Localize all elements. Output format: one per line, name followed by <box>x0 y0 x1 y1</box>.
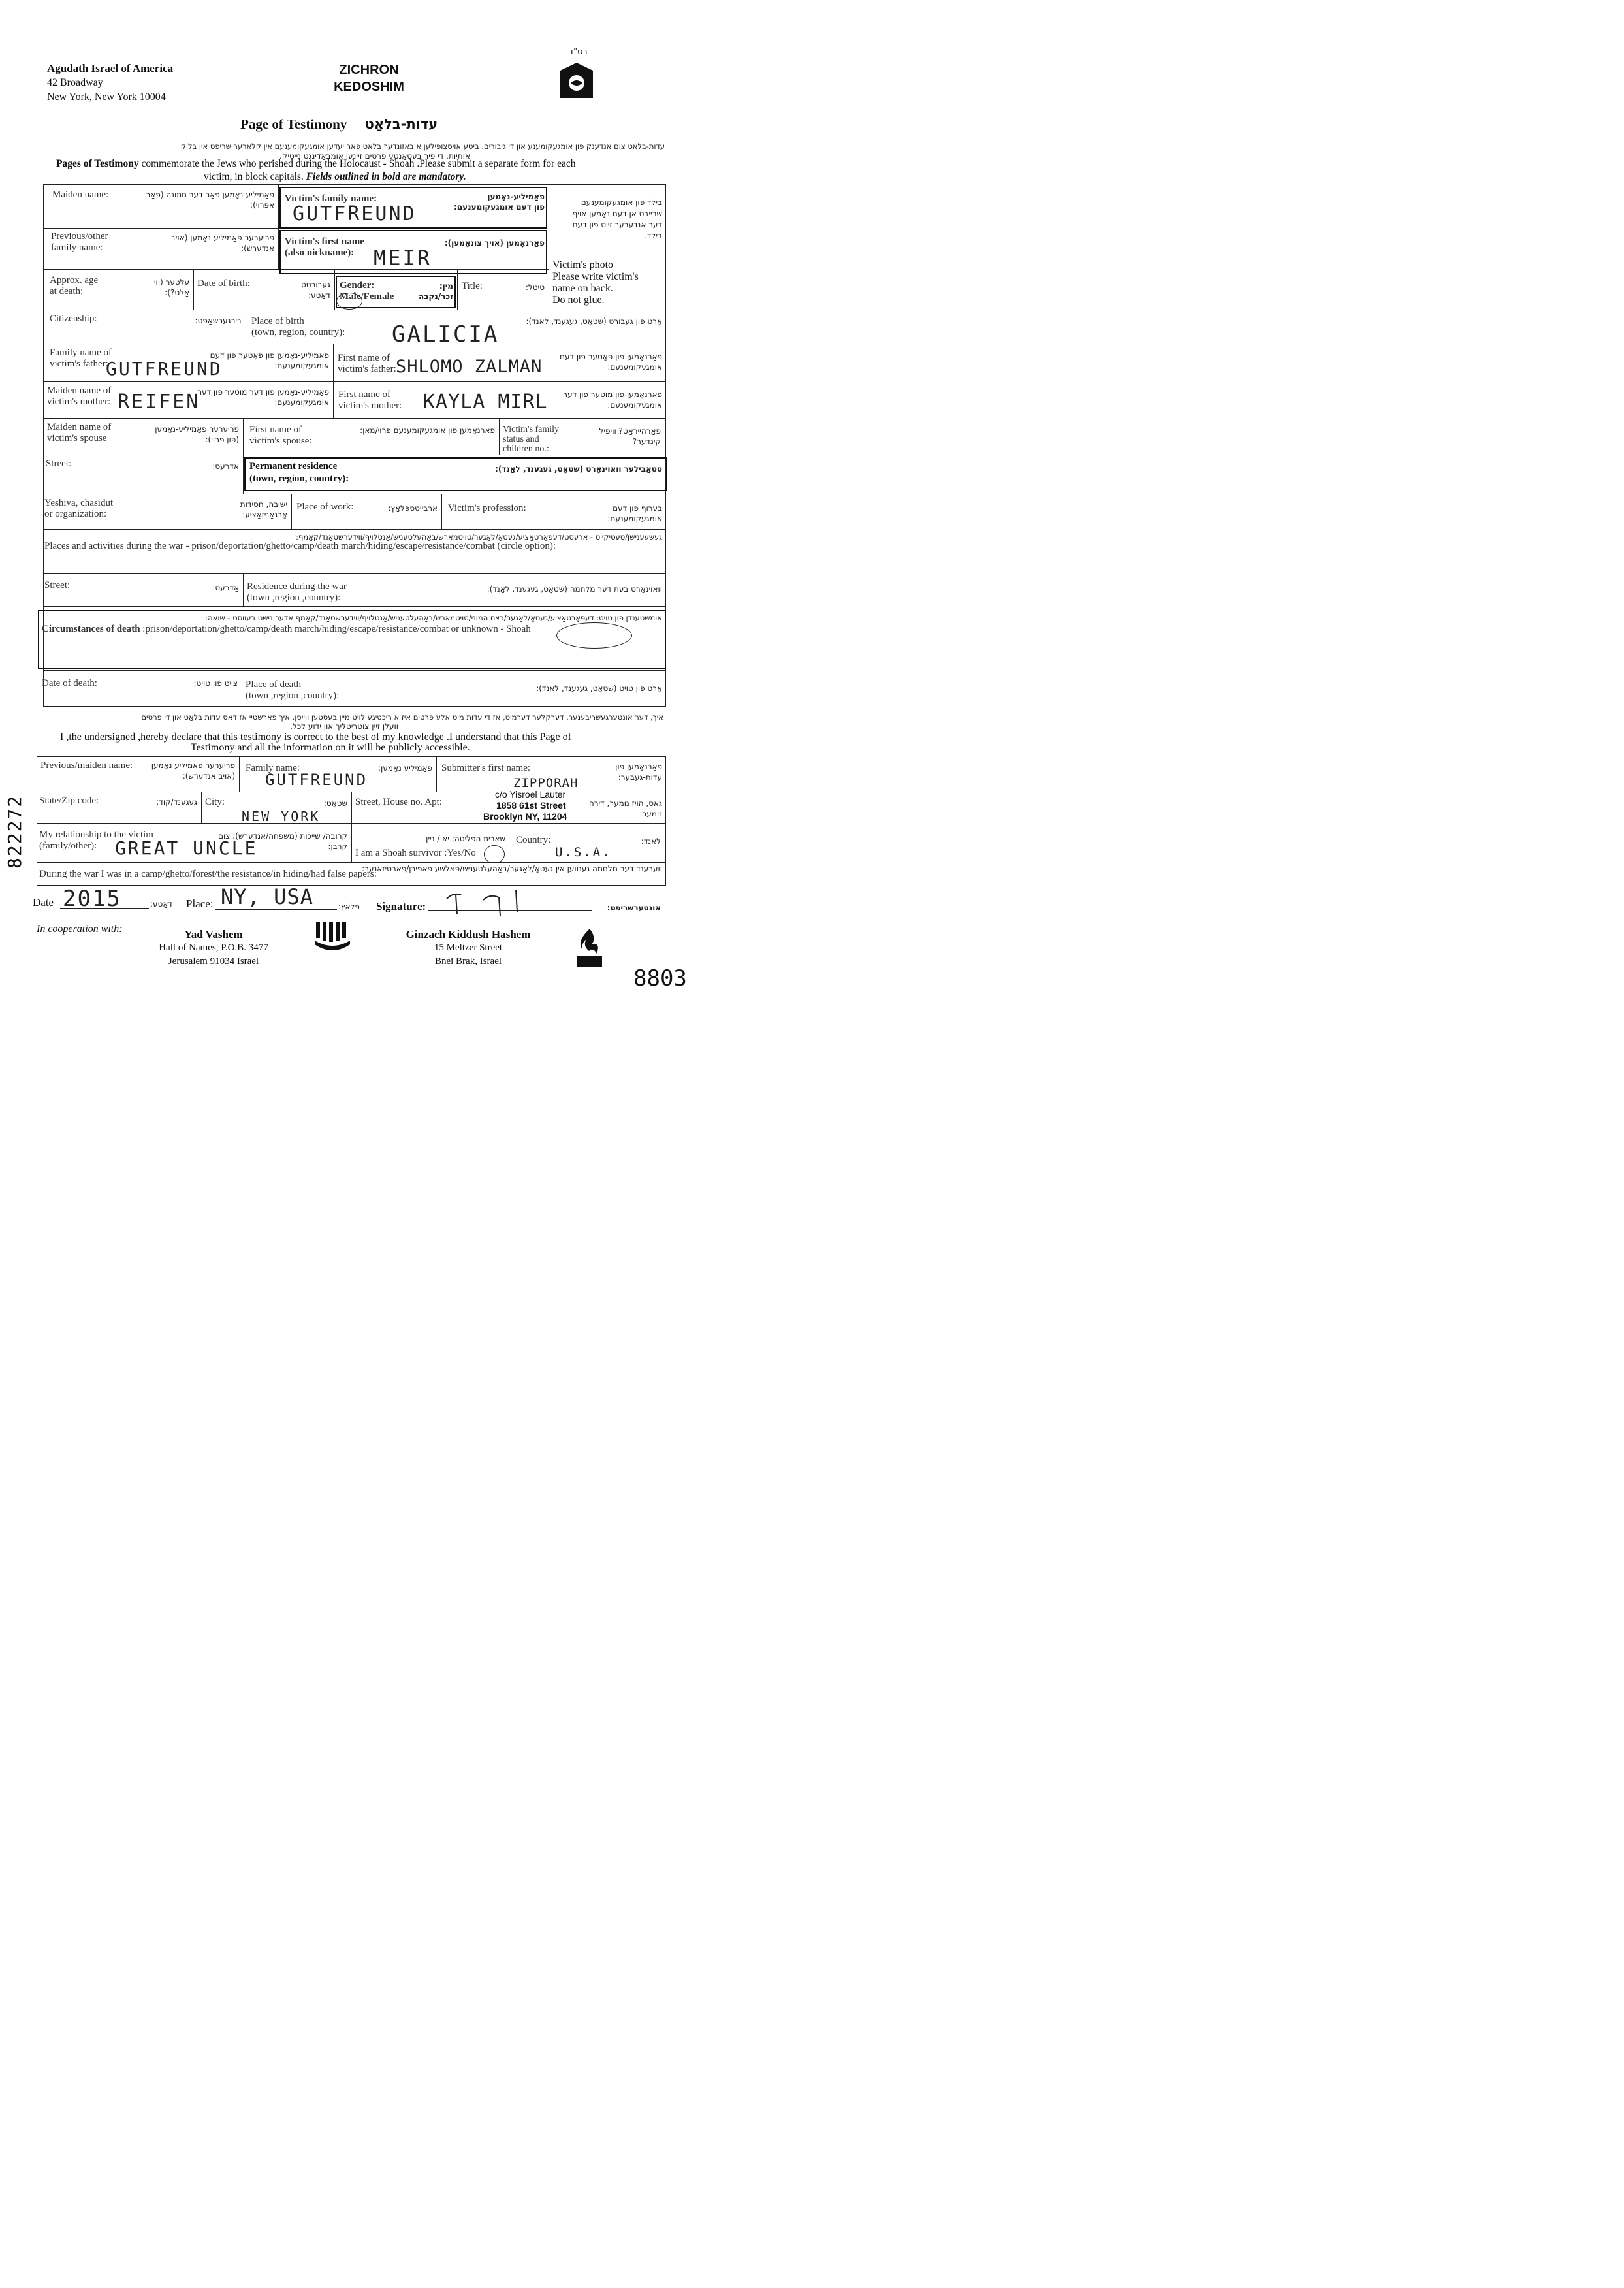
mother-first-label <box>338 389 402 411</box>
cooperation-label: In cooperation with: <box>37 924 123 935</box>
city-label: City: <box>205 797 225 807</box>
signature-label: Signature: <box>376 900 426 912</box>
circumstances-bold: Circumstances of death <box>42 624 140 634</box>
rule <box>43 381 666 382</box>
spouse-first-en-2: victim's spouse: <box>249 436 312 446</box>
maiden-name-label-he: פאַמיליע-נאָמען פאַר דער חתונה (פאַר אפּרוי): <box>146 190 274 210</box>
victim-first-name-label-he: פאַרנאָמען (אויך צונאָמען): <box>444 238 545 248</box>
relationship-en-1: My relationship to the victim <box>39 830 153 840</box>
date-label: Date <box>33 896 54 909</box>
sub-prev-name-label: Previous/maiden name: <box>40 760 133 771</box>
yad-vashem-logo-icon <box>312 921 353 959</box>
survivor-no-circle <box>484 845 505 863</box>
rule <box>193 269 194 310</box>
survivor-label: I am a Shoah survivor :Yes/No <box>355 848 476 858</box>
yeshiva-label <box>44 498 113 520</box>
gender-label-he: מין: זכר/נקבה <box>418 282 453 301</box>
street-label: Street: <box>46 459 72 469</box>
ginzach-address-1: 15 Meltzer Street <box>434 943 503 953</box>
photo-instructions-en <box>552 259 639 306</box>
unknown-shoah-circle <box>556 622 632 649</box>
sub-first-name-label: Submitter's first name: <box>441 763 531 773</box>
photo-he-1: בילד פון אומגעקומענעם <box>581 198 662 207</box>
place-of-birth-label-he: אָרט פון געבורט (שטאָט, געגענד, לאַנד): <box>526 317 662 326</box>
spouse-maiden-label-he: פריערער פאַמיליע-נאָמען (פון פרוי): <box>155 425 239 444</box>
victim-family-name-value[interactable]: GUTFREUND <box>293 202 417 225</box>
circumstances-label <box>42 624 531 635</box>
sub-first-name-value[interactable]: ZIPPORAH <box>513 776 579 790</box>
country-value[interactable]: U.S.A. <box>555 845 612 860</box>
gender-en-2: Male/Female <box>340 291 394 302</box>
work-label: Place of work: <box>296 502 354 512</box>
photo-he-4: בילד. <box>645 231 662 240</box>
spouse-maiden-label <box>47 422 111 444</box>
rule <box>43 529 666 530</box>
title-label-he: טיטל: <box>525 283 545 292</box>
rule <box>499 418 500 455</box>
yad-vashem-block <box>153 927 274 969</box>
photo-en-2: Please write victim's <box>552 271 639 282</box>
page-title-he: עדות-בלאַט <box>364 116 438 132</box>
date-value[interactable]: 2015 <box>63 886 121 912</box>
rule <box>436 756 437 792</box>
sub-street-label: Street, House no. Apt: <box>355 797 442 807</box>
stamp-line-1: c/o Yisroel Lauter <box>495 789 566 799</box>
residence-war-label-he: וואוינאָרט בעת דער מלחמה (שטאָט, געגענד, לאַנד): <box>486 585 662 594</box>
heading-line-1: ZICHRON <box>339 63 399 77</box>
relationship-label-he: קרובה/ שייכות (משפחה/אנדערש): צום קרבן: <box>218 831 347 851</box>
father-family-en-2: victim's father: <box>50 359 108 369</box>
city-value[interactable]: NEW YORK <box>242 809 321 824</box>
photo-he-3: דער אנדערער זייט פון דעם <box>572 220 662 229</box>
page-title <box>240 116 438 133</box>
profession-label: Victim's profession: <box>448 503 526 513</box>
father-first-value[interactable]: SHLOMO ZALMAN <box>396 357 543 377</box>
rule <box>334 269 335 310</box>
yad-vashem-address-2: Jerusalem 91034 Israel <box>168 956 259 967</box>
rule <box>351 792 352 823</box>
country-label-he: לאַנד: <box>641 837 661 846</box>
photo-en-3: name on back. <box>552 283 613 294</box>
dob-label-he: געבורטס- דאַטע: <box>298 280 330 300</box>
place-label: Place: <box>186 897 214 910</box>
relationship-en-2: (family/other): <box>39 841 97 851</box>
intro-en-text-1: commemorate the Jews who perished during the Holocaust - Shoah .Please submit a separate form for each <box>138 158 576 169</box>
father-first-en-1: First name of <box>338 353 390 363</box>
photo-instructions-he <box>552 197 662 242</box>
place-line <box>215 909 337 910</box>
rule <box>291 494 292 529</box>
street2-label-he: אַדרעס: <box>212 583 239 592</box>
age-label-he: עלטער (ווי אַלט?): <box>153 278 189 297</box>
sub-family-name-label-he: פאַמיליע נאָמען: <box>378 764 432 773</box>
work-label-he: ארבייטספּלאַץ: <box>388 504 438 513</box>
victim-family-name-label-he <box>424 191 545 212</box>
page-title-en: Page of Testimony <box>240 116 347 132</box>
yad-vashem-name: Yad Vashem <box>184 928 243 941</box>
victim-family-name-he-1: פאַמיליע-נאָמען <box>487 192 545 201</box>
spouse-maiden-en-2: victim's spouse <box>47 433 107 443</box>
rule <box>351 823 352 862</box>
father-family-label <box>50 347 112 370</box>
yad-vashem-address-1: Hall of Names, P.O.B. 3477 <box>159 943 268 953</box>
margin-number: 822272 <box>4 794 25 869</box>
survivor-label-he: שארית הפליטה: יא / ניין <box>426 834 505 843</box>
mother-maiden-label-he: פאַמיליע-נאָמען פון דער מוטער פון דער אומגעקומענעם: <box>197 387 329 407</box>
ginzach-address-2: Bnei Brak, Israel <box>434 956 502 967</box>
org-address-1: 42 Broadway <box>47 77 103 88</box>
org-block <box>47 61 173 105</box>
victim-family-name-label: Victim's family name: <box>285 193 377 204</box>
org-logo-icon <box>559 61 594 103</box>
mother-maiden-en-2: victim's mother: <box>47 396 111 407</box>
maiden-name-label: Maiden name: <box>52 189 109 200</box>
rule <box>333 344 334 418</box>
intro-en-2 <box>204 171 466 183</box>
rule <box>278 184 279 269</box>
spouse-maiden-en-1: Maiden name of <box>47 422 112 432</box>
places-war-label: Places and activities during the war - prison/deportation/ghetto/camp/death march/hiding/escape/resistance/combat (circle option): <box>44 541 556 551</box>
date-death-label: Date of death: <box>42 678 97 688</box>
rule <box>243 573 244 606</box>
place-value[interactable]: NY, USA <box>221 884 313 909</box>
during-war-label: During the war I was in a camp/ghetto/forest/the resistance/in hiding/had false papers: <box>39 869 377 879</box>
rule <box>201 792 202 823</box>
address-stamp[interactable] <box>483 789 567 822</box>
ginzach-logo-icon <box>575 927 605 973</box>
rule <box>457 269 458 310</box>
family-status-label <box>503 425 559 454</box>
father-family-en-1: Family name of <box>50 347 112 358</box>
residence-en-2: (town, region, country): <box>249 474 349 484</box>
mother-first-label-he: פאַרנאָמען פון מוטער פון דער אומגעקומענעם: <box>563 390 662 410</box>
sub-family-name-label: Family name: <box>246 763 300 773</box>
rule <box>239 756 240 792</box>
gender-male-circle <box>336 293 362 310</box>
age-en-1: Approx. age <box>50 275 99 285</box>
relationship-value[interactable]: GREAT UNCLE <box>115 837 258 859</box>
mother-maiden-value[interactable]: REIFEN <box>118 391 200 413</box>
photo-he-2: שרייבט אן דעם נאָמען אויף <box>572 209 662 218</box>
citizenship-label: Citizenship: <box>50 314 97 324</box>
residence-war-label <box>247 581 347 604</box>
mother-maiden-en-1: Maiden name of <box>47 385 112 396</box>
father-first-label <box>338 353 396 375</box>
during-war-label-he: ווערענד דער מלחמה גענווען אין געטאָ/לאַגער/באַהעלטעניש/פאלשע פאפירן/פארטיזאנער: <box>362 864 662 873</box>
intro-en-1 <box>56 158 575 170</box>
yeshiva-label-he: ישיבה, חסידות אָרגאַניזאַציע: <box>240 500 287 519</box>
residence-en-1: Permanent residence <box>249 461 338 472</box>
place-of-birth-label <box>251 316 345 338</box>
family-status-label-he: פאַרהייראַט? וויפיל קינדער? <box>599 427 661 446</box>
place-death-en-2: (town ,region ,country): <box>246 690 340 701</box>
street-label-he: אַדרעס: <box>212 462 239 471</box>
rule <box>43 573 666 574</box>
org-address-2: New York, New York 10004 <box>47 91 166 103</box>
rule <box>37 862 666 863</box>
stamp-line-3: Brooklyn NY, 11204 <box>483 811 567 822</box>
victim-first-name-en-2: (also nickname): <box>285 248 355 258</box>
place-death-label <box>246 679 339 701</box>
residence-war-en-2: (town ,region ,country): <box>247 592 341 603</box>
age-en-2: at death: <box>50 286 84 297</box>
profession-label-he: בערוף פון דעם אומגעקומענעם: <box>607 504 662 523</box>
intro-he-2: אותיות. די פיר בעטאַנטע פרטים זיינען אומבאַדינגט נייטיק. <box>279 152 470 161</box>
residence-label-he: סטאַבילער וואוינאָרט (שטאָט, געגענד, לאַנד): <box>495 464 662 474</box>
title-label: Title: <box>462 281 483 291</box>
places-war-label-he: געשעענישן/טעטיקייט - ארעסט/דעפּאָרטאַציע/געטאָ/לאַגער/טויטמארש/באַהעלטעניש/אַנטלויף/ווידערשטאַנד/קאַמף: <box>296 532 662 541</box>
place-of-birth-value[interactable]: GALICIA <box>392 321 500 347</box>
city-label-he: שטאָט: <box>323 799 347 808</box>
stamp-line-2: 1858 61st Street <box>496 800 566 811</box>
victim-first-name-label <box>285 236 364 259</box>
spouse-first-label <box>249 425 312 447</box>
declaration-he-2: וועלן זיין צוטריטליך און ידוע לכל. <box>290 722 398 731</box>
father-family-value[interactable]: GUTFREUND <box>106 358 223 379</box>
declaration-en-1: I ,the undersigned ,hereby declare that this testimony is correct to the best of my knowledge .I understand that this Page of <box>60 732 571 743</box>
residence-label <box>249 460 349 485</box>
intro-en-bold: Pages of Testimony <box>56 158 139 169</box>
heading-line-2: KEDOSHIM <box>334 80 404 94</box>
state-zip-label-he: געגענד/קוד: <box>156 798 197 807</box>
dob-label: Date of birth: <box>197 278 250 289</box>
residence-war-en-1: Residence during the war <box>247 581 347 592</box>
spouse-first-label-he: פאַרנאָמען פון אומגעקומענעם פרוי/מאַן: <box>360 426 495 435</box>
rule <box>43 606 666 607</box>
street2-label: Street: <box>44 580 71 590</box>
family-status-en-2: status and <box>503 434 539 444</box>
age-label <box>50 275 98 297</box>
victim-family-name-he-2: פון דעם אומגעקומענעם: <box>454 202 545 212</box>
father-family-label-he: פאַמיליע-נאָמען פון פאָטער פון דעם אומגעקומענעם: <box>210 351 329 370</box>
sub-street-label-he: גאַס, הויז נומער, דירה נומער: <box>588 799 662 818</box>
date-death-label-he: צייט פון טויט: <box>193 679 238 688</box>
corner-number: 8803 <box>633 965 687 991</box>
mother-first-en-2: victim's mother: <box>338 400 402 411</box>
date-label-he: דאַטע: <box>150 899 172 909</box>
signature-label-he: אונטערשריפט: <box>607 903 661 912</box>
rule <box>441 494 442 529</box>
yeshiva-en-2: or organization: <box>44 509 107 519</box>
mother-first-en-1: First name of <box>338 389 390 400</box>
family-status-en-1: Victim's family <box>503 425 560 434</box>
sub-first-name-label-he: פאַרנאָמען פון עדות-געבער: <box>615 762 662 782</box>
intro-he-1: עדות-בלאַט צום אנדענק פון אומגעקומענע און די גיבורים. ביטע אויסצופילען א באזונדער בלאַט פאר יעדען אומגעקומענעם אין קלארער שריפט אין בלוק <box>180 142 665 151</box>
bsd-mark: בס"ד <box>568 47 588 57</box>
photo-en-1: Victim's photo <box>552 259 614 270</box>
previous-name-label <box>51 231 108 253</box>
gender-en-1: Gender: <box>340 280 375 291</box>
circumstances-label-he: אומשטענדן פון טויט: דעפּאָרטאַציע/געטאָ/לאַגער/רצח המוני/טויטמארש/באַהעלטעניש/אַנטלויף/ווידערשטאַנד/קאַמף אדער נישט בעווסט - שואה: <box>205 613 662 622</box>
ginzach-block <box>396 927 541 969</box>
place-of-birth-en-2: (town, region, country): <box>251 327 345 338</box>
sub-prev-name-label-he: פריערער פאַמיליע נאָמען (אויב אנדערש): <box>151 761 235 781</box>
intro-en-text-2: victim, in block capitals. <box>204 171 306 182</box>
intro-en-mandatory: Fields outlined in bold are mandatory. <box>306 171 466 182</box>
place-label-he: פּלאַץ: <box>338 902 360 911</box>
country-label: Country: <box>516 835 551 845</box>
declaration-en-2: Testimony and all the information on it will be publicly accessible. <box>191 742 470 753</box>
org-name: Agudath Israel of America <box>47 62 174 74</box>
rule <box>43 418 666 419</box>
citizenship-label-he: בירגערשאַפט: <box>195 316 242 325</box>
declaration-he-1: איך, דער אונטערגעשריבענער, דערקלער דערמיט, אז די עדות מיט אלע פרטים איז א ריכטיגע לויט מיין בעסטען ווייסן. איך פארשטיי אז דאס עדות בלאַט און די פרטים <box>141 713 663 722</box>
yeshiva-en-1: Yeshiva, chasidut <box>44 498 114 508</box>
mother-maiden-label <box>47 385 111 408</box>
rule <box>243 418 244 455</box>
rule <box>243 455 244 494</box>
spouse-first-en-1: First name of <box>249 425 302 435</box>
place-of-birth-en-1: Place of birth <box>251 316 304 327</box>
rule <box>43 670 666 671</box>
place-death-label-he: אָרט פון טויט (שטאָט, געגענד, לאַנד): <box>536 684 662 693</box>
state-zip-label: State/Zip code: <box>39 796 99 806</box>
victim-first-name-en-1: Victim's first name <box>285 236 364 247</box>
family-status-en-3: children no.: <box>503 444 549 454</box>
ginzach-name: Ginzach Kiddush Hashem <box>406 928 531 941</box>
father-first-en-2: victim's father: <box>338 364 396 374</box>
mother-first-value[interactable]: KAYLA MIRL <box>423 391 548 413</box>
victim-first-name-value[interactable]: MEIR <box>374 246 432 270</box>
circumstances-options: :prison/deportation/ghetto/camp/death march/hiding/escape/resistance/combat or unknown - Shoah <box>140 624 531 634</box>
previous-name-en-1: Previous/other <box>51 231 108 242</box>
sub-family-name-value[interactable]: GUTFREUND <box>265 771 368 789</box>
rule <box>43 228 278 229</box>
place-death-en-1: Place of death <box>246 679 301 690</box>
previous-name-label-he: פריערער פאַמיליע-נאָמען (אויב אנדערש): <box>170 233 274 253</box>
signature-scribble-icon[interactable] <box>444 886 549 920</box>
previous-name-en-2: family name: <box>51 242 103 253</box>
photo-en-4: Do not glue. <box>552 295 605 306</box>
form-heading <box>307 61 431 95</box>
father-first-label-he: פאַרנאָמען פון פאָטער פון דעם אומגעקומענעם: <box>560 352 662 372</box>
